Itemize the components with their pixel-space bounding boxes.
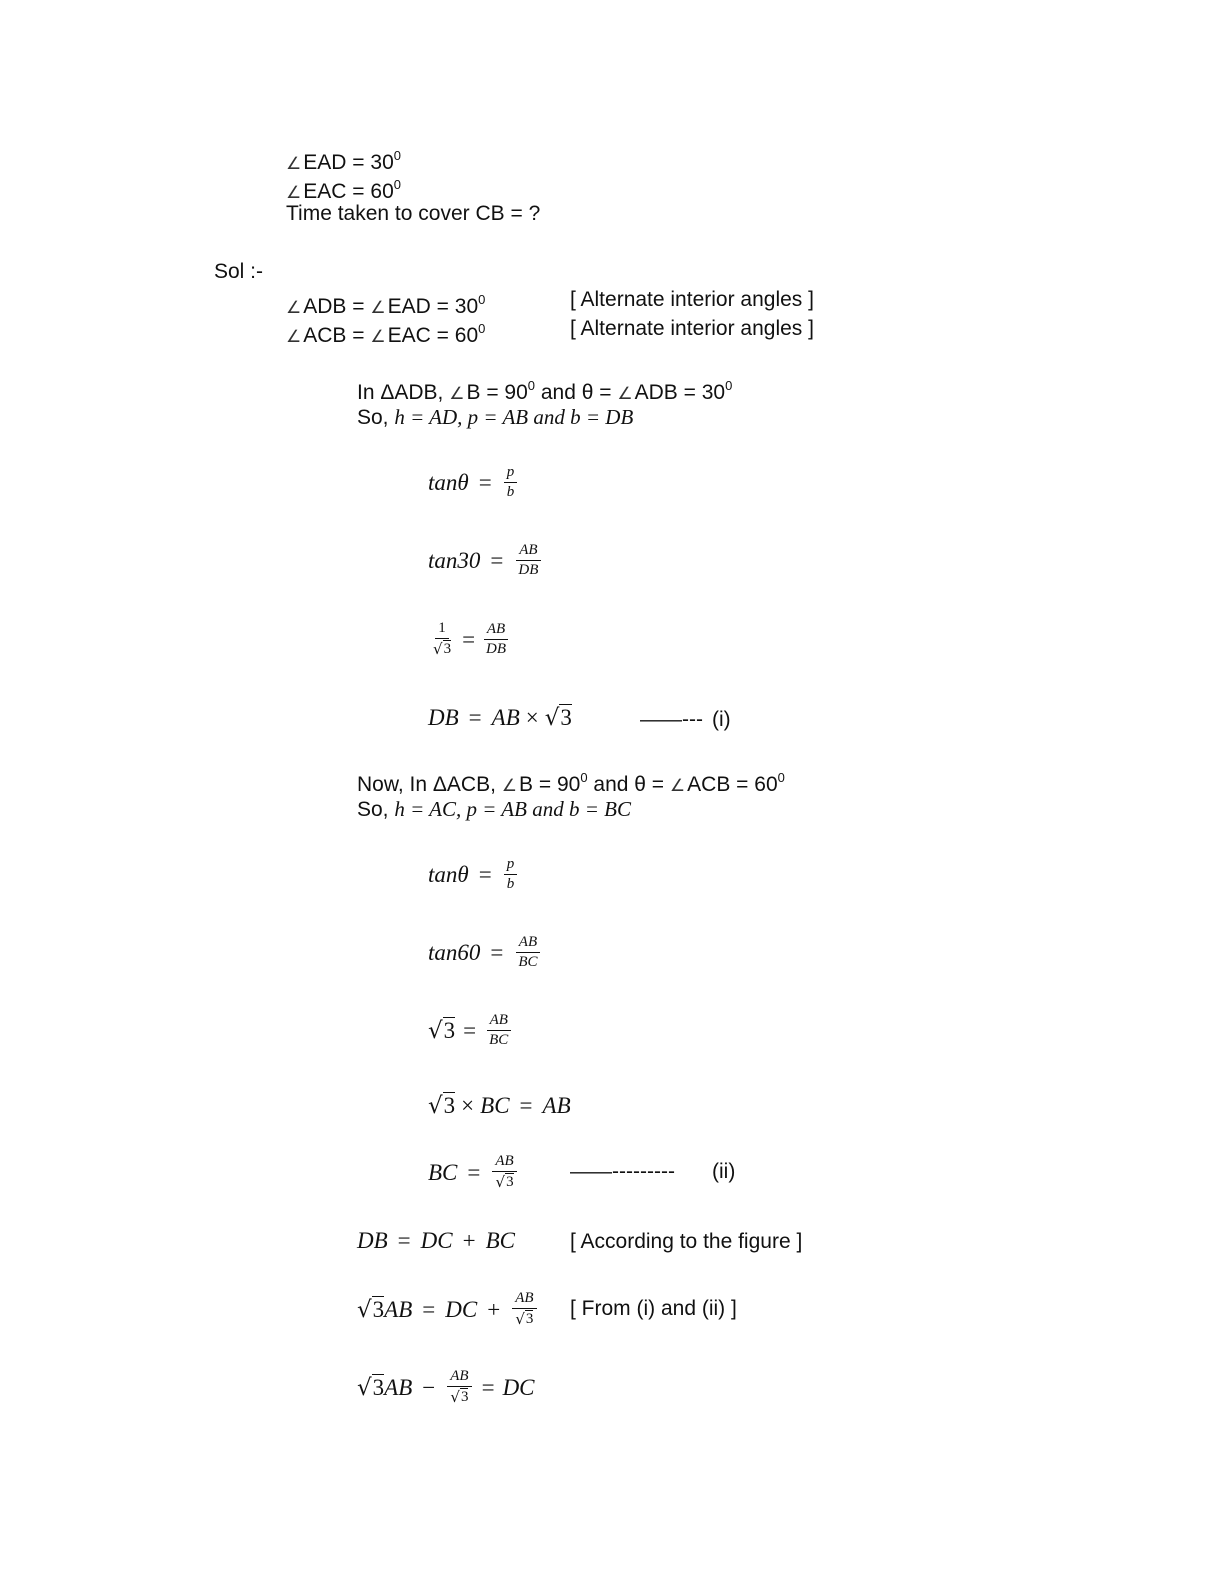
angle-icon: ∠ [669, 776, 686, 796]
degree-sup: 0 [777, 770, 785, 785]
denominator: b [506, 876, 515, 892]
lhs: DB [428, 704, 459, 730]
angle-icon: ∠ [286, 154, 302, 174]
eq-tan30 [428, 542, 543, 579]
radicand: 3 [460, 1389, 469, 1405]
equals: = [490, 547, 504, 573]
sqrt-icon: √ [495, 1173, 506, 1191]
radicand: 3 [560, 705, 572, 730]
denominator: DB [486, 641, 507, 657]
reason-note: [ From (i) and (ii) ] [570, 1297, 737, 1320]
degree-sup: 0 [393, 148, 401, 163]
fraction [515, 542, 541, 579]
angle-value: 30 [370, 151, 394, 174]
radicand: 3 [443, 1093, 456, 1118]
fraction [504, 464, 518, 501]
sqrt-icon: √ [357, 1375, 372, 1401]
eq-tan-theta-1 [428, 464, 519, 501]
theta-text: and θ = [593, 773, 665, 796]
sqrt [515, 1310, 533, 1328]
fraction [515, 934, 540, 971]
triangle-adb-sides [357, 405, 633, 430]
equals: = [490, 939, 504, 965]
sqrt-icon: √ [428, 1093, 443, 1119]
equation-label-i: (i) [712, 708, 731, 731]
radicand: 3 [443, 1018, 456, 1043]
denominator: BC [489, 1032, 509, 1048]
sqrt-icon: √ [515, 1310, 525, 1328]
radicand: 3 [506, 1174, 514, 1190]
eq-tan-theta-2 [428, 856, 519, 893]
plus: + [487, 1296, 501, 1322]
reason-note: [ According to the figure ] [570, 1230, 803, 1253]
lhs: tanθ [428, 469, 469, 495]
theta-text: and θ = [540, 381, 612, 404]
eq-root3-ratio [428, 1012, 513, 1049]
sqrt [545, 704, 572, 731]
sqrt [433, 640, 451, 658]
angle-icon: ∠ [286, 327, 302, 347]
sqrt-icon: √ [433, 640, 443, 658]
equals: = [462, 626, 476, 652]
fraction [430, 620, 454, 659]
numerator: AB [447, 1368, 471, 1387]
fraction [512, 1290, 536, 1329]
equals: = [519, 1092, 533, 1118]
term: BC [480, 1092, 510, 1118]
equals: = [397, 1228, 411, 1253]
numerator: AB [516, 542, 540, 561]
eq-tan60 [428, 934, 543, 971]
given-question: Time taken to cover CB = ? [286, 202, 541, 225]
angle-b: B = 90 [466, 381, 528, 404]
angle-name: EAD [303, 151, 347, 174]
theta-angle: ADB = 30 [634, 381, 726, 404]
term: AB [384, 1296, 413, 1322]
equals: = [352, 180, 365, 203]
theta-angle: ACB = 60 [687, 773, 778, 796]
plus: + [462, 1228, 476, 1253]
term: DC [445, 1296, 478, 1322]
numerator: p [504, 856, 518, 875]
sqrt [428, 1092, 455, 1119]
eq-root3-bc [428, 1092, 571, 1119]
equation-label-ii: (ii) [712, 1160, 736, 1183]
degree-sup: 0 [527, 378, 536, 393]
intro-text: In ΔADB, [357, 381, 444, 404]
equals: = [352, 324, 365, 347]
radicand: 3 [443, 641, 452, 657]
term: AB [384, 1374, 413, 1400]
equals: = [478, 861, 492, 887]
sides-expression: h = AC, p = AB and b = BC [394, 797, 631, 821]
denominator: DB [518, 562, 539, 578]
denominator: b [506, 484, 515, 500]
sides-expression: h = AD, p = AB and b = DB [394, 405, 634, 429]
radicand: 3 [372, 1375, 385, 1400]
angle-name: ACB [303, 324, 347, 347]
equals: = [481, 1374, 495, 1400]
eq-db-sum [357, 1228, 515, 1254]
equals: = [422, 1296, 436, 1322]
fraction [447, 1368, 471, 1407]
equals: = [468, 704, 482, 730]
angle-icon: ∠ [286, 183, 302, 203]
degree-sup: 0 [393, 177, 401, 192]
times: × [525, 704, 539, 730]
denominator [512, 1309, 536, 1329]
lhs: tan60 [428, 939, 481, 965]
solution-label: Sol :- [214, 260, 264, 283]
reason-note: [ Alternate interior angles ] [570, 317, 814, 340]
numerator: AB [484, 621, 508, 640]
fraction [483, 621, 509, 658]
degree-sup: 0 [478, 292, 486, 307]
numerator: p [504, 464, 518, 483]
minus: − [422, 1374, 436, 1400]
denominator [493, 1172, 517, 1192]
angle-name: EAD [387, 295, 431, 318]
angle-icon: ∠ [370, 298, 386, 318]
sqrt-icon: √ [357, 1297, 372, 1323]
lhs: tanθ [428, 861, 469, 887]
equals: = [436, 295, 449, 318]
angle-icon: ∠ [617, 384, 633, 404]
numerator: AB [487, 1012, 511, 1031]
angle-icon: ∠ [286, 298, 302, 318]
angle-name: EAC [303, 180, 347, 203]
given-angle-ead [286, 144, 401, 176]
sqrt-icon: √ [428, 1018, 443, 1044]
so-text: So, [357, 406, 389, 429]
numerator: AB [512, 1290, 536, 1309]
angle-equality-acb [286, 317, 485, 349]
lhs: BC [428, 1159, 458, 1185]
sqrt [357, 1374, 384, 1401]
equals: = [463, 1017, 477, 1043]
fraction [492, 1153, 516, 1192]
denominator [447, 1387, 471, 1407]
triangle-acb-intro [357, 766, 785, 798]
angle-equality-adb [286, 288, 485, 320]
equals: = [352, 295, 365, 318]
eq-dc-result [357, 1368, 535, 1407]
angle-name: ADB [303, 295, 347, 318]
term: AB [491, 704, 520, 730]
sqrt [450, 1388, 468, 1406]
rhs: AB [542, 1092, 571, 1118]
numerator: AB [492, 1153, 516, 1172]
equals: = [436, 324, 449, 347]
angle-value: 30 [454, 295, 479, 318]
angle-icon: ∠ [501, 776, 518, 796]
term: DC [420, 1228, 453, 1253]
equals: = [478, 469, 492, 495]
sqrt [428, 1017, 455, 1044]
reason-note: [ Alternate interior angles ] [570, 288, 814, 311]
equals: = [467, 1159, 481, 1185]
numerator: 1 [435, 620, 449, 639]
denominator: BC [518, 954, 538, 970]
fraction [486, 1012, 511, 1049]
radicand: 3 [372, 1297, 385, 1322]
numerator: AB [516, 934, 540, 953]
angle-value: 60 [370, 180, 394, 203]
given-angle-eac [286, 173, 401, 205]
angle-icon: ∠ [449, 384, 465, 404]
sqrt-icon: √ [544, 705, 560, 731]
sqrt [357, 1296, 384, 1323]
equals: = [352, 151, 365, 174]
triangle-adb-intro [357, 374, 732, 406]
rhs: DC [502, 1374, 535, 1400]
term: BC [485, 1228, 515, 1253]
times: × [461, 1092, 475, 1118]
eq-substitution [357, 1290, 539, 1329]
fraction [504, 856, 518, 893]
angle-name: EAC [387, 324, 431, 347]
degree-sup: 0 [478, 321, 486, 336]
eq-bc-result [428, 1153, 519, 1192]
lhs: DB [357, 1228, 388, 1253]
eq-db-result [428, 704, 572, 731]
lhs: tan30 [428, 547, 481, 573]
intro-text: Now, In ΔACB, [357, 773, 496, 796]
so-text: So, [357, 798, 389, 821]
sqrt-icon: √ [450, 1388, 460, 1406]
equation-dash: ——--- [640, 708, 703, 731]
equation-dash: ——--------- [570, 1160, 675, 1183]
triangle-acb-sides [357, 797, 631, 822]
angle-value: 60 [454, 324, 479, 347]
angle-icon: ∠ [370, 327, 386, 347]
degree-sup: 0 [580, 770, 588, 785]
angle-b: B = 90 [519, 773, 581, 796]
eq-one-over-root3 [428, 620, 511, 659]
radicand: 3 [525, 1311, 534, 1327]
sqrt [496, 1173, 514, 1191]
denominator [430, 639, 454, 659]
degree-sup: 0 [725, 378, 733, 393]
